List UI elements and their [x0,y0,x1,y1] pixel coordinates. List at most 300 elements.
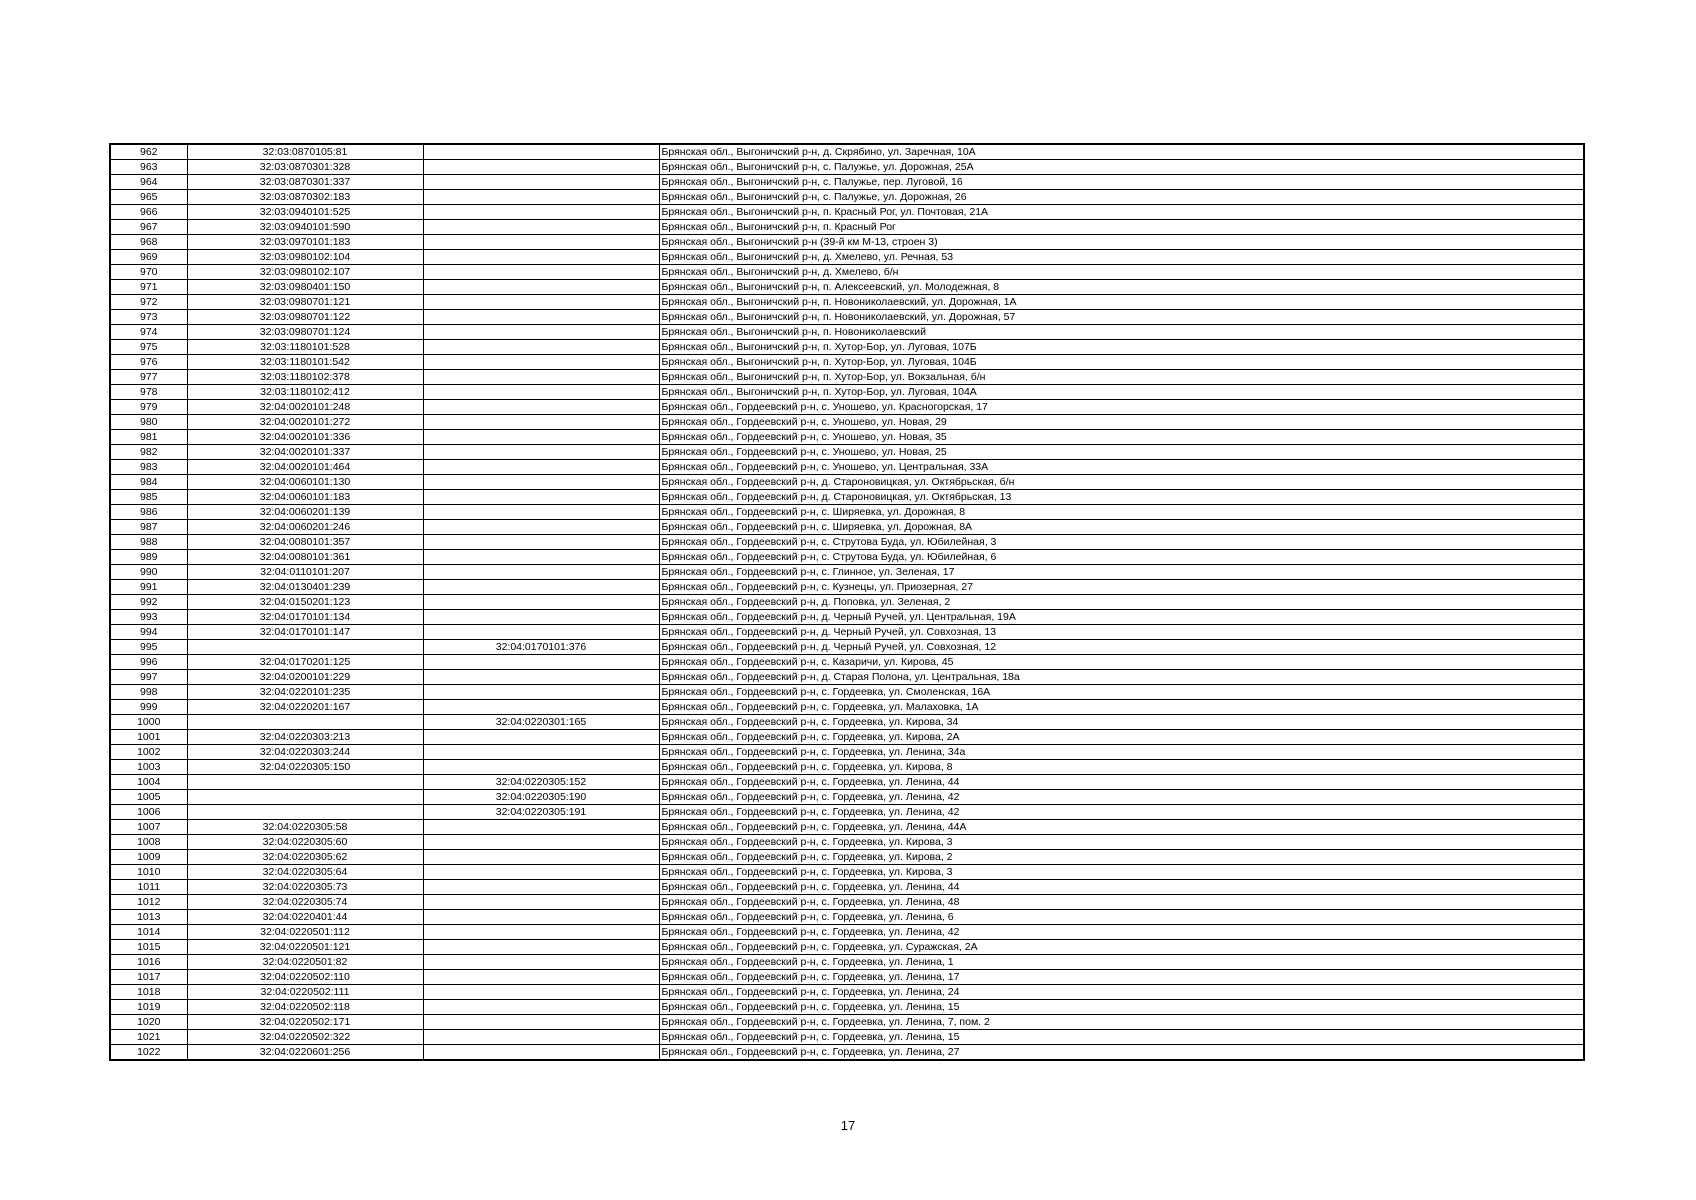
row-number-cell: 963 [110,160,187,175]
table-row [110,865,1584,880]
address-cell: Брянская обл., Гордеевский р-н, с. Уношево, ул. Новая, 35 [659,430,1584,445]
related-cadastral-number-cell: 32:04:0220305:190 [423,790,659,805]
address-cell: Брянская обл., Гордеевский р-н, с. Гордеевка, ул. Кирова, 2А [659,730,1584,745]
related-cadastral-number-cell [423,505,659,520]
address-cell: Брянская обл., Гордеевский р-н, с. Гордеевка, ул. Ленина, 27 [659,1045,1584,1061]
address-cell: Брянская обл., Выгоничский р-н, с. Палужье, пер. Луговой, 16 [659,175,1584,190]
row-number-cell: 970 [110,265,187,280]
row-number-cell: 1021 [110,1030,187,1045]
address-cell: Брянская обл., Выгоничский р-н, д. Скрябино, ул. Заречная, 10А [659,144,1584,160]
address-cell: Брянская обл., Гордеевский р-н, с. Ширяевка, ул. Дорожная, 8 [659,505,1584,520]
table-row [110,685,1584,700]
row-number-cell: 978 [110,385,187,400]
address-cell: Брянская обл., Гордеевский р-н, с. Кузнецы, ул. Приозерная, 27 [659,580,1584,595]
address-cell: Брянская обл., Гордеевский р-н, с. Гордеевка, ул. Кирова, 3 [659,835,1584,850]
table-row [110,370,1584,385]
cadastral-number-cell: 32:04:0220501:82 [187,955,423,970]
address-cell: Брянская обл., Выгоничский р-н, п. Новониколаевский, ул. Дорожная, 57 [659,310,1584,325]
row-number-cell: 1017 [110,970,187,985]
row-number-cell: 968 [110,235,187,250]
address-cell: Брянская обл., Гордеевский р-н, д. Староновицкая, ул. Октябрьская, б/н [659,475,1584,490]
address-cell: Брянская обл., Гордеевский р-н, с. Струтова Буда, ул. Юбилейная, 3 [659,535,1584,550]
address-cell: Брянская обл., Гордеевский р-н, д. Черный Ручей, ул. Совхозная, 13 [659,625,1584,640]
address-cell: Брянская обл., Гордеевский р-н, с. Гордеевка, ул. Смоленская, 16А [659,685,1584,700]
cadastral-number-cell: 32:04:0150201:123 [187,595,423,610]
cadastral-number-cell: 32:04:0220305:73 [187,880,423,895]
related-cadastral-number-cell [423,430,659,445]
address-cell: Брянская обл., Гордеевский р-н, с. Гордеевка, ул. Кирова, 3 [659,865,1584,880]
cadastral-number-cell: 32:04:0060201:139 [187,505,423,520]
cadastral-number-cell: 32:04:0130401:239 [187,580,423,595]
address-cell: Брянская обл., Гордеевский р-н, с. Гордеевка, ул. Ленина, 24 [659,985,1584,1000]
table-row [110,955,1584,970]
cadastral-number-cell: 32:04:0170101:147 [187,625,423,640]
cadastral-number-cell: 32:04:0080101:361 [187,550,423,565]
address-cell: Брянская обл., Гордеевский р-н, с. Уношево, ул. Красногорская, 17 [659,400,1584,415]
table-row [110,640,1584,655]
row-number-cell: 1011 [110,880,187,895]
row-number-cell: 973 [110,310,187,325]
table-row [110,325,1584,340]
table-row [110,265,1584,280]
row-number-cell: 972 [110,295,187,310]
table-row [110,805,1584,820]
cadastral-number-cell: 32:03:0940101:590 [187,220,423,235]
related-cadastral-number-cell: 32:04:0170101:376 [423,640,659,655]
related-cadastral-number-cell [423,835,659,850]
cadastral-number-cell: 32:03:1180102:412 [187,385,423,400]
address-cell: Брянская обл., Гордеевский р-н, с. Гордеевка, ул. Суражская, 2А [659,940,1584,955]
cadastral-number-cell: 32:04:0060201:246 [187,520,423,535]
related-cadastral-number-cell [423,250,659,265]
table-row [110,205,1584,220]
address-cell: Брянская обл., Гордеевский р-н, с. Гордеевка, ул. Ленина, 17 [659,970,1584,985]
row-number-cell: 981 [110,430,187,445]
row-number-cell: 966 [110,205,187,220]
table-row [110,160,1584,175]
row-number-cell: 1003 [110,760,187,775]
address-cell: Брянская обл., Гордеевский р-н, с. Гордеевка, ул. Ленина, 42 [659,805,1584,820]
row-number-cell: 997 [110,670,187,685]
related-cadastral-number-cell [423,160,659,175]
cadastral-number-cell: 32:04:0220502:118 [187,1000,423,1015]
related-cadastral-number-cell: 32:04:0220305:152 [423,775,659,790]
row-number-cell: 1007 [110,820,187,835]
related-cadastral-number-cell [423,175,659,190]
table-row [110,235,1584,250]
related-cadastral-number-cell [423,760,659,775]
address-cell: Брянская обл., Гордеевский р-н, с. Гордеевка, ул. Ленина, 1 [659,955,1584,970]
address-cell: Брянская обл., Выгоничский р-н (39-й км М-13, строен 3) [659,235,1584,250]
cadastral-number-cell [187,640,423,655]
related-cadastral-number-cell [423,325,659,340]
cadastral-number-cell: 32:04:0220501:112 [187,925,423,940]
related-cadastral-number-cell [423,700,659,715]
table-row [110,775,1584,790]
address-cell: Брянская обл., Выгоничский р-н, п. Красный Рог [659,220,1584,235]
address-cell: Брянская обл., Выгоничский р-н, п. Хутор-Бор, ул. Луговая, 104Б [659,355,1584,370]
cadastral-number-cell: 32:04:0220303:213 [187,730,423,745]
row-number-cell: 987 [110,520,187,535]
row-number-cell: 998 [110,685,187,700]
address-cell: Брянская обл., Гордеевский р-н, д. Черный Ручей, ул. Совхозная, 12 [659,640,1584,655]
address-cell: Брянская обл., Гордеевский р-н, с. Гордеевка, ул. Ленина, 15 [659,1030,1584,1045]
table-row [110,595,1584,610]
address-cell: Брянская обл., Выгоничский р-н, п. Хутор-Бор, ул. Луговая, 104А [659,385,1584,400]
related-cadastral-number-cell [423,745,659,760]
related-cadastral-number-cell [423,1045,659,1061]
address-cell: Брянская обл., Гордеевский р-н, с. Гордеевка, ул. Ленина, 44А [659,820,1584,835]
registry-table-body [110,144,1584,1060]
row-number-cell: 1009 [110,850,187,865]
address-cell: Брянская обл., Выгоничский р-н, п. Новониколаевский, ул. Дорожная, 1А [659,295,1584,310]
row-number-cell: 993 [110,610,187,625]
address-cell: Брянская обл., Гордеевский р-н, с. Гордеевка, ул. Малаховка, 1А [659,700,1584,715]
table-row [110,250,1584,265]
related-cadastral-number-cell [423,400,659,415]
related-cadastral-number-cell [423,865,659,880]
cadastral-number-cell: 32:03:0980701:121 [187,295,423,310]
related-cadastral-number-cell [423,610,659,625]
address-cell: Брянская обл., Выгоничский р-н, с. Палужье, ул. Дорожная, 25А [659,160,1584,175]
address-cell: Брянская обл., Гордеевский р-н, с. Гордеевка, ул. Кирова, 8 [659,760,1584,775]
row-number-cell: 1016 [110,955,187,970]
cadastral-number-cell [187,805,423,820]
address-cell: Брянская обл., Гордеевский р-н, с. Гордеевка, ул. Ленина, 6 [659,910,1584,925]
table-row [110,400,1584,415]
cadastral-number-cell: 32:04:0220502:322 [187,1030,423,1045]
table-row [110,505,1584,520]
row-number-cell: 994 [110,625,187,640]
table-row [110,340,1584,355]
table-row [110,175,1584,190]
table-row [110,700,1584,715]
row-number-cell: 1014 [110,925,187,940]
table-row [110,144,1584,160]
related-cadastral-number-cell [423,535,659,550]
related-cadastral-number-cell [423,445,659,460]
table-row [110,490,1584,505]
related-cadastral-number-cell [423,460,659,475]
table-row [110,970,1584,985]
related-cadastral-number-cell: 32:04:0220305:191 [423,805,659,820]
cadastral-number-cell: 32:03:0980701:124 [187,325,423,340]
cadastral-number-cell: 32:04:0220305:58 [187,820,423,835]
cadastral-number-cell: 32:03:0980102:107 [187,265,423,280]
cadastral-number-cell [187,775,423,790]
table-row [110,295,1584,310]
cadastral-number-cell: 32:04:0020101:337 [187,445,423,460]
cadastral-number-cell: 32:04:0060101:130 [187,475,423,490]
row-number-cell: 1020 [110,1015,187,1030]
table-row [110,1030,1584,1045]
cadastral-number-cell: 32:03:0870301:328 [187,160,423,175]
cadastral-number-cell: 32:04:0220305:60 [187,835,423,850]
related-cadastral-number-cell [423,415,659,430]
address-cell: Брянская обл., Выгоничский р-н, п. Красный Рог, ул. Почтовая, 21А [659,205,1584,220]
row-number-cell: 974 [110,325,187,340]
cadastral-number-cell: 32:03:1180101:542 [187,355,423,370]
related-cadastral-number-cell [423,475,659,490]
row-number-cell: 971 [110,280,187,295]
cadastral-number-cell: 32:03:0870302:183 [187,190,423,205]
table-row [110,880,1584,895]
cadastral-number-cell: 32:04:0220601:256 [187,1045,423,1061]
table-row [110,1000,1584,1015]
table-row [110,415,1584,430]
related-cadastral-number-cell [423,625,659,640]
cadastral-number-cell: 32:04:0220305:64 [187,865,423,880]
related-cadastral-number-cell [423,280,659,295]
related-cadastral-number-cell: 32:04:0220301:165 [423,715,659,730]
cadastral-number-cell: 32:04:0220305:74 [187,895,423,910]
table-row [110,850,1584,865]
row-number-cell: 985 [110,490,187,505]
table-row [110,280,1584,295]
address-cell: Брянская обл., Гордеевский р-н, с. Гордеевка, ул. Ленина, 48 [659,895,1584,910]
cadastral-number-cell: 32:03:0940101:525 [187,205,423,220]
table-row [110,925,1584,940]
row-number-cell: 999 [110,700,187,715]
table-row [110,985,1584,1000]
related-cadastral-number-cell [423,235,659,250]
address-cell: Брянская обл., Гордеевский р-н, с. Гордеевка, ул. Кирова, 2 [659,850,1584,865]
cadastral-number-cell: 32:04:0020101:272 [187,415,423,430]
address-cell: Брянская обл., Гордеевский р-н, с. Уношево, ул. Центральная, 33А [659,460,1584,475]
address-cell: Брянская обл., Гордеевский р-н, д. Поповка, ул. Зеленая, 2 [659,595,1584,610]
row-number-cell: 975 [110,340,187,355]
property-registry-table [109,143,1585,1061]
table-row [110,565,1584,580]
table-row [110,355,1584,370]
related-cadastral-number-cell [423,355,659,370]
related-cadastral-number-cell [423,295,659,310]
related-cadastral-number-cell [423,385,659,400]
table-row [110,220,1584,235]
table-row [110,715,1584,730]
row-number-cell: 990 [110,565,187,580]
cadastral-number-cell: 32:03:1180101:528 [187,340,423,355]
address-cell: Брянская обл., Гордеевский р-н, с. Гордеевка, ул. Кирова, 34 [659,715,1584,730]
row-number-cell: 995 [110,640,187,655]
address-cell: Брянская обл., Гордеевский р-н, с. Уношево, ул. Новая, 25 [659,445,1584,460]
row-number-cell: 969 [110,250,187,265]
address-cell: Брянская обл., Выгоничский р-н, п. Алексеевский, ул. Молодежная, 8 [659,280,1584,295]
address-cell: Брянская обл., Гордеевский р-н, с. Гордеевка, ул. Ленина, 42 [659,925,1584,940]
cadastral-number-cell: 32:04:0020101:464 [187,460,423,475]
row-number-cell: 977 [110,370,187,385]
address-cell: Брянская обл., Гордеевский р-н, с. Струтова Буда, ул. Юбилейная, 6 [659,550,1584,565]
address-cell: Брянская обл., Выгоничский р-н, д. Хмелево, ул. Речная, 53 [659,250,1584,265]
related-cadastral-number-cell [423,1030,659,1045]
table-row [110,445,1584,460]
related-cadastral-number-cell [423,595,659,610]
cadastral-number-cell [187,790,423,805]
row-number-cell: 976 [110,355,187,370]
row-number-cell: 991 [110,580,187,595]
row-number-cell: 983 [110,460,187,475]
cadastral-number-cell: 32:03:0870301:337 [187,175,423,190]
address-cell: Брянская обл., Гордеевский р-н, с. Гордеевка, ул. Ленина, 42 [659,790,1584,805]
address-cell: Брянская обл., Выгоничский р-н, п. Хутор-Бор, ул. Вокзальная, б/н [659,370,1584,385]
table-row [110,730,1584,745]
related-cadastral-number-cell [423,520,659,535]
row-number-cell: 964 [110,175,187,190]
table-row [110,610,1584,625]
related-cadastral-number-cell [423,685,659,700]
address-cell: Брянская обл., Выгоничский р-н, с. Палужье, ул. Дорожная, 26 [659,190,1584,205]
table-row [110,190,1584,205]
row-number-cell: 1004 [110,775,187,790]
related-cadastral-number-cell [423,1015,659,1030]
related-cadastral-number-cell [423,265,659,280]
cadastral-number-cell: 32:04:0220502:171 [187,1015,423,1030]
related-cadastral-number-cell [423,970,659,985]
address-cell: Брянская обл., Гордеевский р-н, д. Старая Полона, ул. Центральная, 18а [659,670,1584,685]
address-cell: Брянская обл., Гордеевский р-н, с. Ширяевка, ул. Дорожная, 8А [659,520,1584,535]
row-number-cell: 1022 [110,1045,187,1061]
cadastral-number-cell [187,715,423,730]
cadastral-number-cell: 32:04:0020101:248 [187,400,423,415]
table-row [110,535,1584,550]
cadastral-number-cell: 32:04:0220401:44 [187,910,423,925]
related-cadastral-number-cell [423,490,659,505]
related-cadastral-number-cell [423,205,659,220]
address-cell: Брянская обл., Выгоничский р-н, п. Хутор-Бор, ул. Луговая, 107Б [659,340,1584,355]
row-number-cell: 980 [110,415,187,430]
row-number-cell: 989 [110,550,187,565]
cadastral-number-cell: 32:04:0220305:150 [187,760,423,775]
related-cadastral-number-cell [423,310,659,325]
related-cadastral-number-cell [423,655,659,670]
row-number-cell: 1010 [110,865,187,880]
related-cadastral-number-cell [423,910,659,925]
related-cadastral-number-cell [423,144,659,160]
cadastral-number-cell: 32:04:0220502:110 [187,970,423,985]
related-cadastral-number-cell [423,565,659,580]
related-cadastral-number-cell [423,580,659,595]
related-cadastral-number-cell [423,955,659,970]
row-number-cell: 962 [110,144,187,160]
cadastral-number-cell: 32:03:0970101:183 [187,235,423,250]
related-cadastral-number-cell [423,895,659,910]
related-cadastral-number-cell [423,730,659,745]
cadastral-number-cell: 32:04:0170101:134 [187,610,423,625]
row-number-cell: 1013 [110,910,187,925]
cadastral-number-cell: 32:03:0980102:104 [187,250,423,265]
row-number-cell: 1000 [110,715,187,730]
row-number-cell: 1015 [110,940,187,955]
address-cell: Брянская обл., Гордеевский р-н, с. Глинное, ул. Зеленая, 17 [659,565,1584,580]
cadastral-number-cell: 32:04:0220101:235 [187,685,423,700]
row-number-cell: 996 [110,655,187,670]
row-number-cell: 1008 [110,835,187,850]
table-row [110,760,1584,775]
cadastral-number-cell: 32:03:0870105:81 [187,144,423,160]
table-row [110,790,1584,805]
address-cell: Брянская обл., Гордеевский р-н, с. Гордеевка, ул. Ленина, 44 [659,775,1584,790]
row-number-cell: 986 [110,505,187,520]
table-row [110,835,1584,850]
row-number-cell: 1002 [110,745,187,760]
row-number-cell: 1018 [110,985,187,1000]
address-cell: Брянская обл., Гордеевский р-н, с. Гордеевка, ул. Ленина, 7, пом. 2 [659,1015,1584,1030]
cadastral-number-cell: 32:04:0080101:357 [187,535,423,550]
row-number-cell: 1012 [110,895,187,910]
related-cadastral-number-cell [423,370,659,385]
table-row [110,625,1584,640]
table-row [110,430,1584,445]
row-number-cell: 1006 [110,805,187,820]
related-cadastral-number-cell [423,985,659,1000]
address-cell: Брянская обл., Гордеевский р-н, с. Казаричи, ул. Кирова, 45 [659,655,1584,670]
cadastral-number-cell: 32:03:0980401:150 [187,280,423,295]
table-row [110,670,1584,685]
cadastral-number-cell: 32:03:1180102:378 [187,370,423,385]
related-cadastral-number-cell [423,550,659,565]
table-row [110,910,1584,925]
row-number-cell: 1019 [110,1000,187,1015]
table-row [110,1015,1584,1030]
related-cadastral-number-cell [423,880,659,895]
related-cadastral-number-cell [423,190,659,205]
related-cadastral-number-cell [423,1000,659,1015]
cadastral-number-cell: 32:04:0110101:207 [187,565,423,580]
related-cadastral-number-cell [423,670,659,685]
cadastral-number-cell: 32:04:0060101:183 [187,490,423,505]
table-row [110,1045,1584,1061]
row-number-cell: 984 [110,475,187,490]
row-number-cell: 1001 [110,730,187,745]
table-row [110,550,1584,565]
cadastral-number-cell: 32:04:0220201:167 [187,700,423,715]
cadastral-number-cell: 32:04:0220305:62 [187,850,423,865]
cadastral-number-cell: 32:04:0020101:336 [187,430,423,445]
row-number-cell: 979 [110,400,187,415]
table-row [110,520,1584,535]
address-cell: Брянская обл., Гордеевский р-н, д. Черный Ручей, ул. Центральная, 19А [659,610,1584,625]
table-row [110,580,1584,595]
row-number-cell: 965 [110,190,187,205]
cadastral-number-cell: 32:04:0170201:125 [187,655,423,670]
table-row [110,745,1584,760]
table-row [110,475,1584,490]
row-number-cell: 967 [110,220,187,235]
address-cell: Брянская обл., Выгоничский р-н, п. Новониколаевский [659,325,1584,340]
related-cadastral-number-cell [423,220,659,235]
related-cadastral-number-cell [423,820,659,835]
related-cadastral-number-cell [423,925,659,940]
address-cell: Брянская обл., Гордеевский р-н, с. Гордеевка, ул. Ленина, 15 [659,1000,1584,1015]
table-row [110,655,1584,670]
related-cadastral-number-cell [423,850,659,865]
page-number: 17 [840,1118,856,1133]
address-cell: Брянская обл., Гордеевский р-н, с. Гордеевка, ул. Ленина, 34а [659,745,1584,760]
table-row [110,310,1584,325]
related-cadastral-number-cell [423,940,659,955]
cadastral-number-cell: 32:04:0220501:121 [187,940,423,955]
address-cell: Брянская обл., Гордеевский р-н, с. Уношево, ул. Новая, 29 [659,415,1584,430]
address-cell: Брянская обл., Гордеевский р-н, с. Гордеевка, ул. Ленина, 44 [659,880,1584,895]
address-cell: Брянская обл., Выгоничский р-н, д. Хмелево, б/н [659,265,1584,280]
table-row [110,460,1584,475]
row-number-cell: 1005 [110,790,187,805]
table-row [110,940,1584,955]
cadastral-number-cell: 32:03:0980701:122 [187,310,423,325]
cadastral-number-cell: 32:04:0220303:244 [187,745,423,760]
cadastral-number-cell: 32:04:0220502:111 [187,985,423,1000]
table-row [110,895,1584,910]
